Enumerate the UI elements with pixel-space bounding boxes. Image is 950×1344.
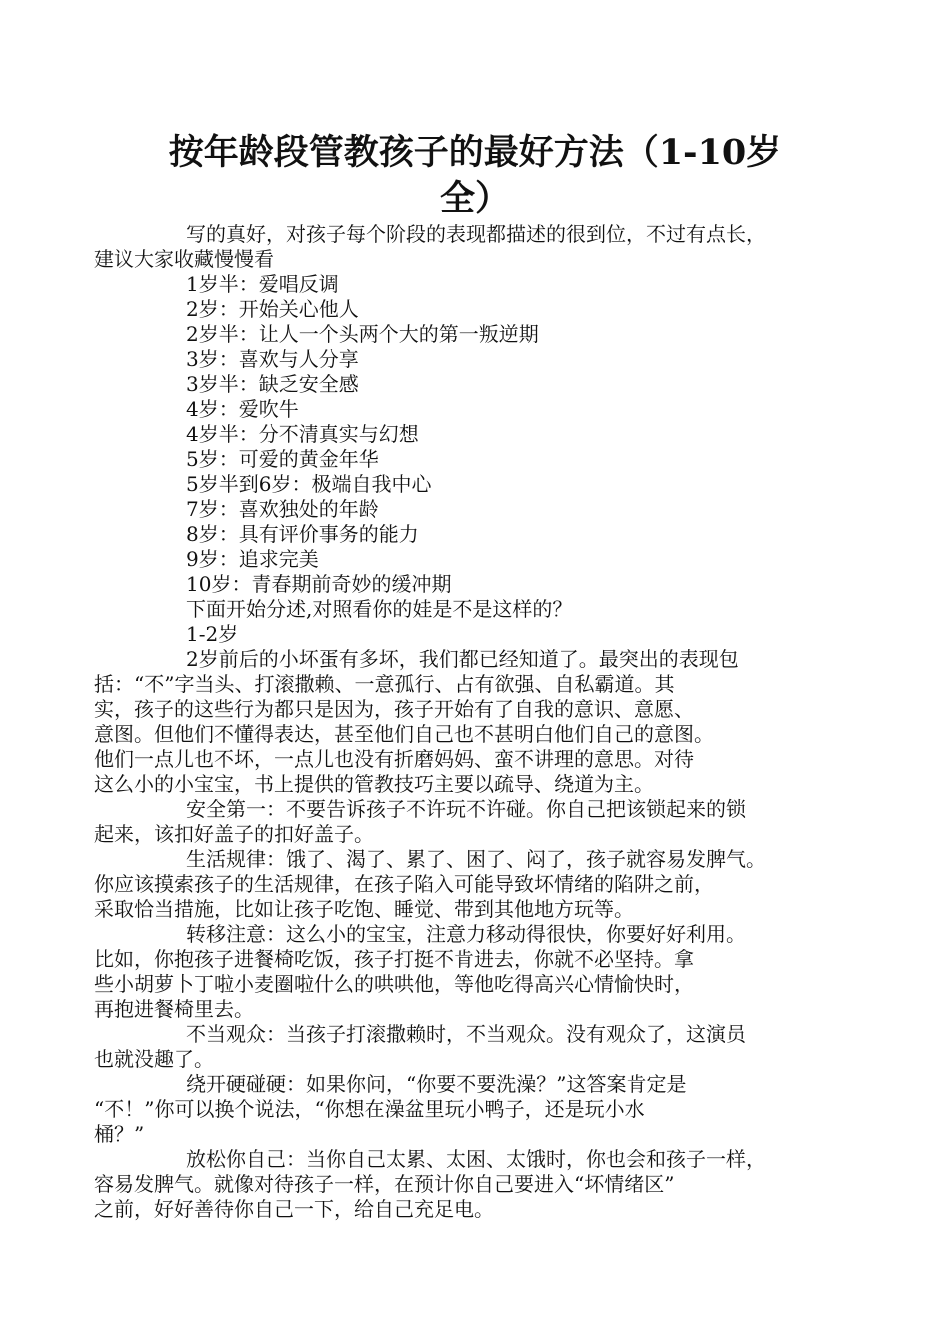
paragraph-intro xyxy=(94,647,830,797)
age-list-item: 1岁半：爱唱反调 xyxy=(186,272,339,296)
text-line: 意图。但他们不懂得表达，甚至他们自己也不甚明白他们自己的意图。 xyxy=(94,722,714,746)
paragraph-safety xyxy=(94,797,830,847)
paragraph-audience xyxy=(94,1022,830,1072)
text-line: 实，孩子的这些行为都只是因为，孩子开始有了自我的意识、意愿、 xyxy=(94,697,694,721)
text-line: 他们一点儿也不坏，一点儿也没有折磨妈妈、蛮不讲理的意思。对待 xyxy=(94,747,694,771)
text-line: 绕开硬碰硬：如果你问，“你要不要洗澡？”这答案肯定是 xyxy=(186,1072,687,1096)
age-list-item: 4岁半：分不清真实与幻想 xyxy=(186,422,419,446)
text-line: 安全第一：不要告诉孩子不许玩不许碰。你自己把该锁起来的锁 xyxy=(186,797,746,821)
text-line: 起来，该扣好盖子的扣好盖子。 xyxy=(94,822,374,846)
text-line: 建议大家收藏慢慢看 xyxy=(94,247,274,271)
age-list xyxy=(140,272,830,597)
age-list-item: 10岁：青春期前奇妙的缓冲期 xyxy=(186,572,452,596)
text-line: 2岁前后的小坏蛋有多坏，我们都已经知道了。最突出的表现包 xyxy=(186,647,739,671)
text-line: 放松你自己：当你自己太累、太困、太饿时，你也会和孩子一样， xyxy=(186,1147,766,1171)
age-list-item: 8岁：具有评价事务的能力 xyxy=(186,522,419,546)
age-list-item: 4岁：爱吹牛 xyxy=(186,397,299,421)
document-title xyxy=(140,130,810,222)
text-line: 生活规律：饿了、渴了、累了、困了、闷了，孩子就容易发脾气。 xyxy=(186,847,766,871)
text-line: 桶？” xyxy=(94,1122,145,1146)
age-list-item: 2岁：开始关心他人 xyxy=(186,297,359,321)
text-line: 你应该摸索孩子的生活规律，在孩子陷入可能导致坏情绪的陷阱之前， xyxy=(94,872,714,896)
age-list-item: 5岁：可爱的黄金年华 xyxy=(186,447,379,471)
text-line: 比如，你抱孩子进餐椅吃饭，孩子打挺不肯进去，你就不必坚持。拿 xyxy=(94,947,694,971)
title-line-2: 全） xyxy=(439,178,510,219)
text-line: 容易发脾气。就像对待孩子一样，在预计你自己要进入“坏情绪区” xyxy=(94,1172,675,1196)
text-line: 这么小的小宝宝，书上提供的管教技巧主要以疏导、绕道为主。 xyxy=(94,772,654,796)
text-line: 也就没趣了。 xyxy=(94,1047,214,1071)
text-line: 之前，好好善待你自己一下，给自己充足电。 xyxy=(94,1197,494,1221)
paragraph-distract xyxy=(94,922,830,1022)
document-body xyxy=(94,222,830,1222)
title-line-1: 按年龄段管教孩子的最好方法（1-10岁 xyxy=(168,132,782,173)
text-line: 括：“不”字当头、打滚撒赖、一意孤行、占有欲强、自私霸道。其 xyxy=(94,672,675,696)
age-list-item: 3岁半：缺乏安全感 xyxy=(186,372,359,396)
text-line: 些小胡萝卜丁啦小麦圈啦什么的哄哄他，等他吃得高兴心情愉快时， xyxy=(94,972,694,996)
age-list-item: 9岁：追求完美 xyxy=(186,547,319,571)
paragraph-relax xyxy=(94,1147,830,1222)
paragraph-detour xyxy=(94,1072,830,1147)
text-line: 采取恰当措施，比如让孩子吃饱、睡觉、带到其他地方玩等。 xyxy=(94,897,634,921)
age-list-item: 5岁半到6岁：极端自我中心 xyxy=(186,472,432,496)
text-line: 再抱进餐椅里去。 xyxy=(94,997,254,1021)
age-list-item: 3岁：喜欢与人分享 xyxy=(186,347,359,371)
paragraph-routine xyxy=(94,847,830,922)
text-line: 不当观众：当孩子打滚撒赖时，不当观众。没有观众了，这演员 xyxy=(186,1022,746,1046)
text-line: 转移注意：这么小的宝宝，注意力移动得很快，你要好好利用。 xyxy=(186,922,746,946)
intro-paragraph xyxy=(94,222,830,272)
age-list-item: 7岁：喜欢独处的年龄 xyxy=(186,497,379,521)
age-list-item: 2岁半：让人一个头两个大的第一叛逆期 xyxy=(186,322,539,346)
section-heading: 1-2岁 xyxy=(186,622,239,646)
text-line: 写的真好，对孩子每个阶段的表现都描述的很到位，不过有点长， xyxy=(186,222,766,246)
lead-in-line: 下面开始分述,对照看你的娃是不是这样的？ xyxy=(186,597,573,621)
text-line: “不！”你可以换个说法，“你想在澡盆里玩小鸭子，还是玩小水 xyxy=(94,1097,645,1121)
